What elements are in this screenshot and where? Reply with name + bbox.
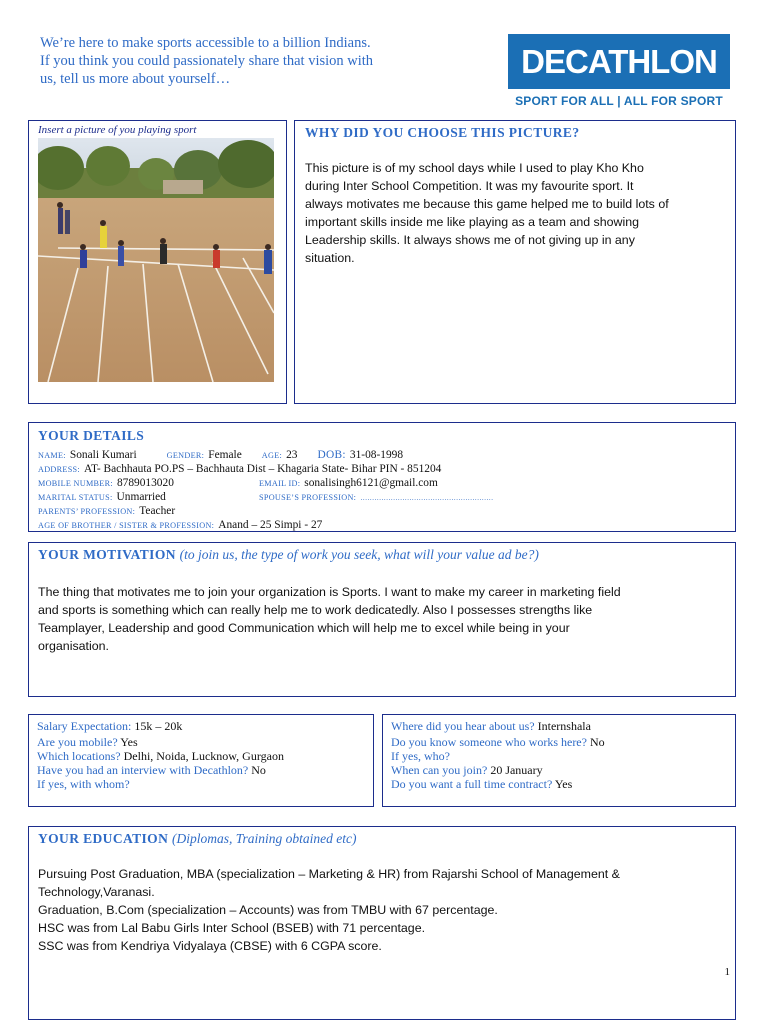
mobile-value: 8789013020 [116, 477, 174, 489]
details-row-marital: MARITAL STATUS: Unmarried [38, 491, 166, 503]
details-row-email: EMAIL ID: sonalisingh6121@gmail.com [259, 477, 438, 489]
motivation-text: The thing that motivates me to join your organization is Sports. I want to make my career in marketing field and sports is something which can really help me to work dedicatedly. Also I possesses strengths like Teamplayer, Leadership and good Communication which will help me to excel while being in your organisation. [38, 585, 621, 653]
education-subheading: (Diplomas, Training obtained etc) [172, 831, 357, 846]
details-row-sibling: AGE OF BROTHER / SISTER & PROFESSION: Anand – 25 Simpi - 27 [38, 519, 323, 531]
questions-left-box [28, 714, 374, 807]
why-heading: WHY DID YOU CHOOSE THIS PICTURE? [305, 125, 580, 140]
name-value: Sonali Kumari [69, 449, 137, 461]
question-who: If yes, who? [391, 749, 450, 763]
motivation-heading: YOUR MOTIVATION (to join us, the type of work you seek, what will your value ad be?) [38, 547, 539, 562]
question-mobile: Are you mobile? Yes [37, 735, 138, 749]
intro-text: We’re here to make sports accessible to a billion Indians. If you think you could passionately share that vision with us, tell us more about yourself… [40, 35, 374, 87]
details-row-spouse: SPOUSE’S PROFESSION: ………………………………………………… [259, 493, 494, 502]
details-row-name: NAME: Sonali Kumari GENDER: Female AGE: 23 DOB: 31-08-1998 [38, 449, 404, 461]
details-row-parents: PARENTS’ PROFESSION: Teacher [38, 505, 176, 517]
question-full-time: Do you want a full time contract? Yes [391, 777, 573, 791]
details-row-address: ADDRESS: AT- Bachhauta PO.PS – Bachhauta Dist – Khagaria State- Bihar PIN - 851204 [38, 463, 442, 475]
address-value: AT- Bachhauta PO.PS – Bachhauta Dist – Khagaria State- Bihar PIN - 851204 [83, 463, 442, 475]
question-salary: Salary Expectation: 15k – 20k [37, 719, 183, 733]
page-number: 1 [724, 966, 730, 978]
logo-tagline: SPORT FOR ALL | ALL FOR SPORT [515, 94, 723, 108]
spouse-value: ………………………………………………… [360, 494, 494, 502]
question-hear-about: Where did you hear about us? Internshala [391, 719, 591, 733]
parents-value: Teacher [139, 505, 176, 517]
details-heading: YOUR DETAILS [38, 428, 145, 443]
decathlon-logo [508, 34, 730, 110]
email-value: sonalisingh6121@gmail.com [304, 477, 438, 489]
picture-caption: Insert a picture of you playing sport [38, 124, 197, 136]
dob-value: 31-08-1998 [349, 449, 404, 461]
question-with-whom: If yes, with whom? [37, 777, 130, 791]
logo-brand: DECATHLON [508, 34, 730, 89]
sibling-value: Anand – 25 Simpi - 27 [218, 519, 323, 531]
details-row-mobile: MOBILE NUMBER: 8789013020 [38, 477, 174, 489]
marital-value: Unmarried [116, 491, 166, 503]
education-heading: YOUR EDUCATION (Diplomas, Training obtained etc) [38, 831, 357, 846]
question-join-date: When can you join? 20 January [391, 763, 543, 777]
question-locations: Which locations? Delhi, Noida, Lucknow, Gurgaon [37, 749, 284, 763]
education-box [28, 826, 736, 1020]
why-text: This picture is of my school days while I used to play Kho Kho during Inter School Competition. It was my favourite sport. It always motivates me because this game helped me to build lots of important skills inside me like playing as a team and showing Leadership skills. It always shows me of not giving up in any situation. [305, 161, 669, 265]
gender-value: Female [208, 449, 242, 461]
details-box [28, 422, 736, 532]
questions-right-box [382, 714, 736, 807]
sport-photo [38, 138, 274, 382]
question-interview: Have you had an interview with Decathlon? No [37, 763, 266, 777]
age-value: 23 [286, 449, 298, 461]
motivation-box [28, 542, 736, 697]
motivation-subheading: (to join us, the type of work you seek, what will your value ad be?) [179, 547, 539, 562]
education-text: Pursuing Post Graduation, MBA (specialization – Marketing & HR) from Rajarshi School of Management & Technology,Varanasi. Graduation, B.Com (specialization – Accounts) was from TMBU with 67 percentage. HSC was from Lal Babu Girls Inter School (BSEB) with 71 percentage. SSC was from Kendriya Vidyalaya (CBSE) with 6 CGPA score. [38, 867, 620, 953]
question-know-someone: Do you know someone who works here? No [391, 735, 605, 749]
why-picture-box [294, 120, 736, 404]
